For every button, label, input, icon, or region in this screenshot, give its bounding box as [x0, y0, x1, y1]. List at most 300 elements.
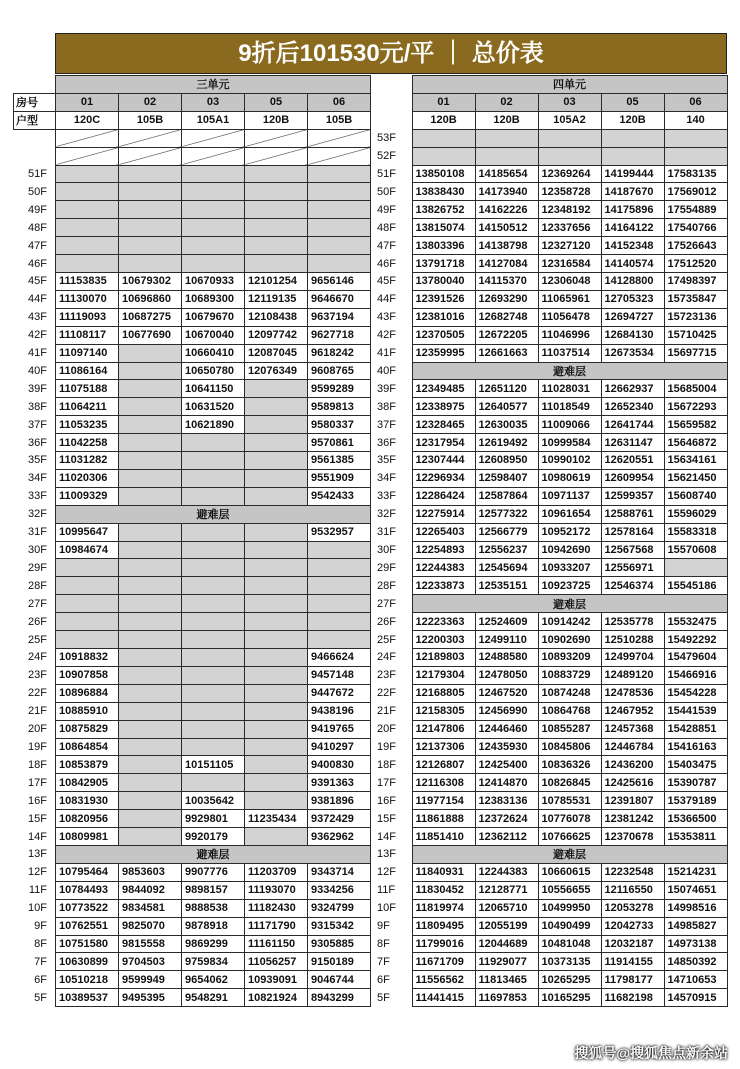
price-cell: 14973138	[664, 935, 727, 953]
sold-cell	[56, 255, 119, 273]
price-cell: 10845806	[538, 738, 601, 756]
price-cell: 10875829	[56, 720, 119, 738]
floor-label: 21F	[14, 702, 56, 720]
sold-cell	[245, 541, 308, 559]
price-cell: 10696860	[119, 290, 182, 308]
floor-label: 28F	[14, 577, 56, 595]
floor-row	[14, 452, 371, 470]
price-cell: 12640577	[475, 398, 538, 416]
price-cell: 12425400	[475, 756, 538, 774]
sold-cell	[245, 380, 308, 398]
floor-row	[14, 845, 371, 863]
unit-number: 02	[475, 93, 538, 111]
price-cell: 12097742	[245, 326, 308, 344]
refuge-floor-label: 避难层	[412, 595, 727, 613]
sold-cell	[56, 237, 119, 255]
price-cell: 17554889	[664, 201, 727, 219]
price-cell: 12414870	[475, 774, 538, 792]
sold-cell	[182, 595, 245, 613]
price-cell: 12328465	[412, 416, 475, 434]
building-header-row	[377, 76, 727, 94]
sold-cell	[475, 129, 538, 147]
price-cell: 9438196	[308, 702, 371, 720]
floor-row	[377, 971, 727, 989]
price-cell: 12055199	[475, 917, 538, 935]
price-cell: 14128800	[601, 272, 664, 290]
price-cell: 11798177	[601, 971, 664, 989]
price-cell: 11086164	[56, 362, 119, 380]
floor-row	[377, 595, 727, 613]
floor-label: 12F	[14, 863, 56, 881]
sold-cell	[56, 577, 119, 595]
unit-number: 03	[538, 93, 601, 111]
price-cell: 11018549	[538, 398, 601, 416]
sold-cell	[245, 792, 308, 810]
price-cell: 12383136	[475, 792, 538, 810]
floor-row	[377, 774, 727, 792]
floor-row	[377, 201, 727, 219]
price-cell: 14998516	[664, 899, 727, 917]
floor-row	[14, 523, 371, 541]
price-cell: 12370505	[412, 326, 475, 344]
price-cell: 15723136	[664, 308, 727, 326]
refuge-floor-label: 避难层	[412, 362, 727, 380]
floor-row	[377, 344, 727, 362]
unit-number-row	[14, 93, 371, 111]
sold-cell	[245, 613, 308, 631]
floor-row	[14, 541, 371, 559]
floor-row	[377, 666, 727, 684]
floor-row	[14, 577, 371, 595]
sold-cell	[119, 380, 182, 398]
sold-cell	[182, 201, 245, 219]
sold-cell	[182, 774, 245, 792]
price-cell: 10820956	[56, 810, 119, 828]
floor-row	[377, 863, 727, 881]
price-cell: 15570608	[664, 541, 727, 559]
sold-cell	[538, 147, 601, 165]
price-cell: 9704503	[119, 953, 182, 971]
floor-label: 14F	[377, 828, 412, 846]
price-cell: 12348192	[538, 201, 601, 219]
sold-cell	[182, 631, 245, 649]
sold-cell	[182, 684, 245, 702]
floor-row	[14, 326, 371, 344]
sold-cell	[56, 631, 119, 649]
floor-row	[14, 505, 371, 523]
price-cell: 11235434	[245, 810, 308, 828]
price-cell: 11042258	[56, 434, 119, 452]
sold-cell	[245, 523, 308, 541]
room-number-label: 房号	[14, 93, 56, 111]
price-cell: 9637194	[308, 308, 371, 326]
price-cell: 15697715	[664, 344, 727, 362]
floor-row	[377, 631, 727, 649]
price-cell: 11028031	[538, 380, 601, 398]
price-cell: 9343714	[308, 863, 371, 881]
price-cell: 12499704	[601, 649, 664, 667]
sold-cell	[56, 559, 119, 577]
price-cell: 12137306	[412, 738, 475, 756]
price-cell: 14175896	[601, 201, 664, 219]
price-cell: 12189803	[412, 649, 475, 667]
floor-label: 40F	[377, 362, 412, 380]
unit-number: 06	[664, 93, 727, 111]
sold-cell	[245, 219, 308, 237]
price-cell: 10762551	[56, 917, 119, 935]
floor-label: 23F	[14, 666, 56, 684]
price-cell: 10999584	[538, 434, 601, 452]
price-cell: 15621450	[664, 469, 727, 487]
price-cell: 12317954	[412, 434, 475, 452]
floor-label: 43F	[14, 308, 56, 326]
sold-cell	[308, 595, 371, 613]
price-cell: 10864768	[538, 702, 601, 720]
price-cell: 12608950	[475, 452, 538, 470]
price-cell: 10677690	[119, 326, 182, 344]
sold-cell	[245, 237, 308, 255]
price-cell: 11851410	[412, 828, 475, 846]
sold-cell	[119, 416, 182, 434]
sold-cell	[119, 523, 182, 541]
price-cell: 13815074	[412, 219, 475, 237]
price-cell: 12349485	[412, 380, 475, 398]
price-cell: 12499110	[475, 631, 538, 649]
floor-row	[14, 702, 371, 720]
floor-row	[14, 863, 371, 881]
price-cell: 10939091	[245, 971, 308, 989]
price-cell: 12694727	[601, 308, 664, 326]
sold-cell	[538, 129, 601, 147]
refuge-floor-label: 避难层	[56, 505, 371, 523]
price-cell: 9888538	[182, 899, 245, 917]
price-cell: 12076349	[245, 362, 308, 380]
floor-row	[377, 720, 727, 738]
floor-row	[377, 577, 727, 595]
sold-cell	[119, 720, 182, 738]
sold-cell	[245, 828, 308, 846]
price-cell: 9542433	[308, 487, 371, 505]
floor-row	[377, 792, 727, 810]
price-cell: 10679302	[119, 272, 182, 290]
price-cell: 12682748	[475, 308, 538, 326]
sold-cell	[119, 828, 182, 846]
sold-cell	[245, 255, 308, 273]
price-cell: 9315342	[308, 917, 371, 935]
floor-label: 51F	[14, 165, 56, 183]
floor-label: 29F	[377, 559, 412, 577]
price-cell: 9898157	[182, 881, 245, 899]
price-cell: 10670933	[182, 272, 245, 290]
price-cell: 13826752	[412, 201, 475, 219]
price-cell: 11813465	[475, 971, 538, 989]
sold-cell	[245, 469, 308, 487]
price-cell: 11556562	[412, 971, 475, 989]
sold-cell	[245, 165, 308, 183]
price-cell: 12108438	[245, 308, 308, 326]
price-cell: 11182430	[245, 899, 308, 917]
building-header-row	[14, 76, 371, 94]
price-cell: 9324799	[308, 899, 371, 917]
floor-label: 26F	[14, 613, 56, 631]
floor-row	[14, 649, 371, 667]
price-cell: 12381242	[601, 810, 664, 828]
price-cell: 15659582	[664, 416, 727, 434]
price-cell: 9656146	[308, 272, 371, 290]
floor-row	[377, 237, 727, 255]
corner-cell	[377, 93, 412, 111]
price-cell: 12032187	[601, 935, 664, 953]
unit-4-price-table	[377, 75, 728, 1007]
price-cell: 12101254	[245, 272, 308, 290]
sold-cell	[308, 165, 371, 183]
floor-label: 31F	[14, 523, 56, 541]
floor-row	[14, 129, 371, 147]
sold-cell	[119, 810, 182, 828]
price-cell: 12158305	[412, 702, 475, 720]
price-cell: 8943299	[308, 989, 371, 1007]
floor-row	[377, 416, 727, 434]
floor-row	[14, 684, 371, 702]
floor-row	[377, 613, 727, 631]
price-cell: 10481048	[538, 935, 601, 953]
price-cell: 13850108	[412, 165, 475, 183]
floor-row	[14, 666, 371, 684]
price-cell: 12567568	[601, 541, 664, 559]
floor-label: 28F	[377, 577, 412, 595]
price-cell: 9618242	[308, 344, 371, 362]
sold-cell	[182, 559, 245, 577]
floor-label: 35F	[377, 452, 412, 470]
price-cell: 11840931	[412, 863, 475, 881]
price-cell: 9570861	[308, 434, 371, 452]
floor-label: 13F	[14, 845, 56, 863]
sold-cell	[182, 469, 245, 487]
price-cell: 12362112	[475, 828, 538, 846]
price-cell: 11193070	[245, 881, 308, 899]
floor-label: 37F	[377, 416, 412, 434]
floor-label: 5F	[377, 989, 412, 1007]
price-cell: 10766625	[538, 828, 601, 846]
price-cell: 10821924	[245, 989, 308, 1007]
sold-cell	[182, 487, 245, 505]
price-cell: 15545186	[664, 577, 727, 595]
unit-number: 02	[119, 93, 182, 111]
price-cell: 12372624	[475, 810, 538, 828]
price-cell: 11977154	[412, 792, 475, 810]
price-cell: 12275914	[412, 505, 475, 523]
sold-cell	[56, 613, 119, 631]
price-cell: 17569012	[664, 183, 727, 201]
unit-type: 120B	[245, 111, 308, 129]
price-cell: 10510218	[56, 971, 119, 989]
floor-label: 45F	[14, 272, 56, 290]
unavailable-cell	[308, 147, 371, 165]
price-cell: 12510288	[601, 631, 664, 649]
price-cell: 10984674	[56, 541, 119, 559]
floor-label: 32F	[377, 505, 412, 523]
sold-cell	[245, 631, 308, 649]
unavailable-cell	[182, 129, 245, 147]
price-cell: 10650780	[182, 362, 245, 380]
price-cell: 11809495	[412, 917, 475, 935]
sold-cell	[119, 774, 182, 792]
price-cell: 10923725	[538, 577, 601, 595]
price-cell: 11830452	[412, 881, 475, 899]
price-cell: 12369264	[538, 165, 601, 183]
price-cell: 12042733	[601, 917, 664, 935]
floor-label: 50F	[377, 183, 412, 201]
floor-label: 27F	[14, 595, 56, 613]
floor-row	[14, 774, 371, 792]
sold-cell	[308, 613, 371, 631]
floor-row	[377, 308, 727, 326]
price-cell: 15710425	[664, 326, 727, 344]
price-cell: 12244383	[412, 559, 475, 577]
price-cell: 15646872	[664, 434, 727, 452]
floor-label: 40F	[14, 362, 56, 380]
unit-type-row	[377, 111, 727, 129]
floor-label: 12F	[377, 863, 412, 881]
price-cell: 10785531	[538, 792, 601, 810]
price-cell: 10961654	[538, 505, 601, 523]
floor-row	[377, 272, 727, 290]
floor-label: 18F	[377, 756, 412, 774]
price-cell: 12535778	[601, 613, 664, 631]
floor-label: 50F	[14, 183, 56, 201]
floor-row	[14, 720, 371, 738]
floor-row	[14, 989, 371, 1007]
sold-cell	[412, 147, 475, 165]
floor-row	[14, 935, 371, 953]
sold-cell	[119, 595, 182, 613]
floor-label: 47F	[377, 237, 412, 255]
price-cell: 10689300	[182, 290, 245, 308]
building-name: 四单元	[412, 76, 727, 94]
price-cell: 9466624	[308, 649, 371, 667]
floor-label: 22F	[377, 684, 412, 702]
floor-label: 46F	[14, 255, 56, 273]
floor-row	[377, 702, 727, 720]
sold-cell	[119, 452, 182, 470]
price-cell: 15735847	[664, 290, 727, 308]
price-cell: 14985827	[664, 917, 727, 935]
sold-cell	[182, 577, 245, 595]
price-cell: 12641744	[601, 416, 664, 434]
sold-cell	[119, 577, 182, 595]
floor-label: 53F	[377, 129, 412, 147]
price-cell: 12116550	[601, 881, 664, 899]
price-cell: 10893209	[538, 649, 601, 667]
floor-label: 47F	[14, 237, 56, 255]
price-cell: 10670040	[182, 326, 245, 344]
floor-row	[14, 255, 371, 273]
floor-label: 5F	[14, 989, 56, 1007]
price-cell: 9551909	[308, 469, 371, 487]
price-cell: 14150512	[475, 219, 538, 237]
floor-row	[377, 541, 727, 559]
price-cell: 10687275	[119, 308, 182, 326]
price-cell: 11171790	[245, 917, 308, 935]
floor-row	[14, 147, 371, 165]
price-cell: 12705323	[601, 290, 664, 308]
floor-row	[14, 595, 371, 613]
floor-label: 48F	[377, 219, 412, 237]
floor-row	[377, 129, 727, 147]
floor-label: 43F	[377, 308, 412, 326]
refuge-floor-label: 避难层	[412, 845, 727, 863]
sold-cell	[119, 649, 182, 667]
price-cell: 10855287	[538, 720, 601, 738]
price-cell: 12489120	[601, 666, 664, 684]
price-cell: 14199444	[601, 165, 664, 183]
sold-cell	[119, 183, 182, 201]
sold-cell	[182, 434, 245, 452]
floor-label: 7F	[377, 953, 412, 971]
floor-label: 24F	[14, 649, 56, 667]
price-cell: 10389537	[56, 989, 119, 1007]
price-cell: 9907776	[182, 863, 245, 881]
floor-row	[377, 469, 727, 487]
price-cell: 12684130	[601, 326, 664, 344]
floor-row	[377, 183, 727, 201]
floor-label: 30F	[14, 541, 56, 559]
price-cell: 9646670	[308, 290, 371, 308]
floor-label: 39F	[377, 380, 412, 398]
floor-label: 15F	[14, 810, 56, 828]
floor-row	[377, 649, 727, 667]
corner-cell	[14, 76, 56, 94]
sold-cell	[664, 147, 727, 165]
floor-row	[14, 487, 371, 505]
sold-cell	[245, 416, 308, 434]
price-cell: 15634161	[664, 452, 727, 470]
price-cell: 12425616	[601, 774, 664, 792]
price-cell: 9495395	[119, 989, 182, 1007]
price-cell: 15479604	[664, 649, 727, 667]
price-cell: 10751580	[56, 935, 119, 953]
floor-label: 41F	[14, 344, 56, 362]
price-cell: 12620551	[601, 452, 664, 470]
floor-label: 39F	[14, 380, 56, 398]
price-cell: 10660615	[538, 863, 601, 881]
floor-row	[14, 219, 371, 237]
unit-number: 05	[245, 93, 308, 111]
unit-number: 01	[56, 93, 119, 111]
sold-cell	[245, 649, 308, 667]
floor-row	[377, 756, 727, 774]
price-cell: 10831930	[56, 792, 119, 810]
price-cell: 10883729	[538, 666, 601, 684]
sold-cell	[182, 452, 245, 470]
floor-label: 11F	[377, 881, 412, 899]
price-cell: 15608740	[664, 487, 727, 505]
sold-cell	[56, 201, 119, 219]
floor-label: 16F	[14, 792, 56, 810]
price-cell: 14115370	[475, 272, 538, 290]
price-cell: 12661663	[475, 344, 538, 362]
price-cell: 9391363	[308, 774, 371, 792]
price-cell: 12436200	[601, 756, 664, 774]
price-cell: 13791718	[412, 255, 475, 273]
unit-number-row	[377, 93, 727, 111]
price-cell: 9150189	[308, 953, 371, 971]
sold-cell	[182, 666, 245, 684]
price-cell: 12053278	[601, 899, 664, 917]
floor-row	[377, 505, 727, 523]
price-cell: 12556971	[601, 559, 664, 577]
floor-row	[14, 165, 371, 183]
